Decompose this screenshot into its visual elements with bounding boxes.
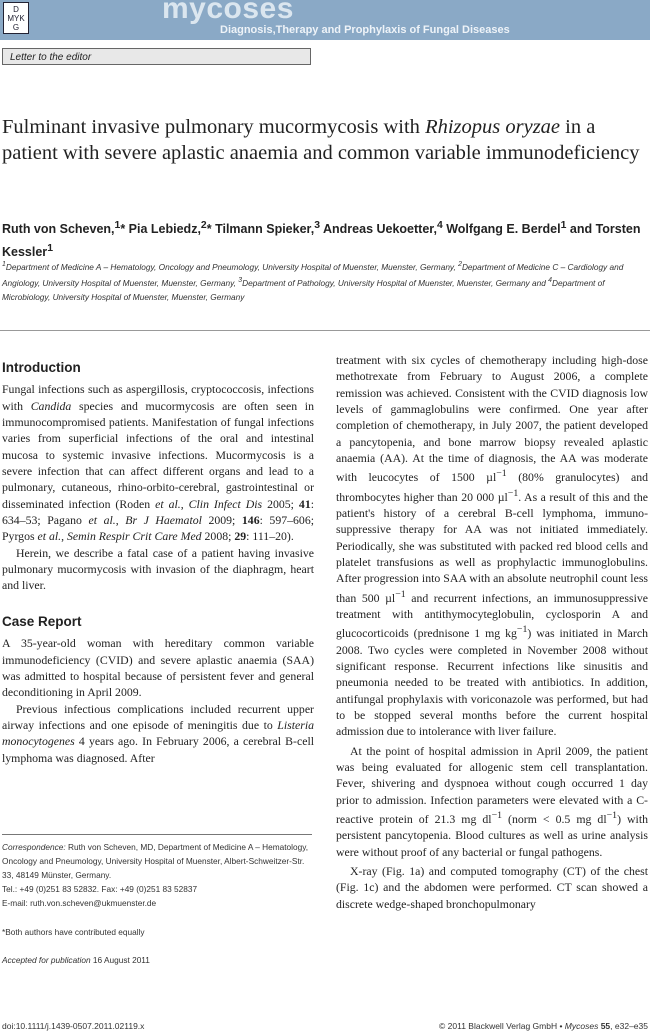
author-separator: *: [206, 222, 216, 237]
paragraph: X-ray (Fig. 1a) and computed tomography (CT) of the chest (Fig. 1c) and the abdomen were performed. CT scan showed a discrete wedge-shaped bronchopulmonary: [336, 863, 648, 911]
correspondence-note: Correspondence: Ruth von Scheven, MD, Department of Medicine A – Hematology, Oncology and Pneumology, University Hospital of Muenster, Albert-Schweitzer-Str. 33, 48149 Münster, Germany. Tel.: +49 (0)251 83 52832. Fax: +49 (0)251 83 52837 E-mail: ruth.von.scheven@ukmuenster.de: [2, 842, 309, 908]
affiliation-mark: 1: [2, 261, 6, 268]
journal-tagline: Diagnosis,Therapy and Prophylaxis of Fungal Diseases: [220, 24, 510, 36]
section-heading-introduction: Introduction: [2, 360, 81, 375]
title-text: Fulminant invasive pulmonary mucormycosis with: [2, 116, 426, 138]
logo-line: D: [13, 5, 19, 14]
author-list: [2, 216, 648, 262]
left-column: [2, 360, 314, 766]
paragraph: Previous infectious complications included recurrent upper airway infections and one episode of meningitis due to Listeria monocytogenes 4 years ago. In February 2006, a cerebral B-cell lymphoma was diagnosed. After: [2, 701, 314, 765]
affiliation-text: Department of Microbiology, University Hospital of Muenster, Muenster, Germany: [2, 278, 605, 302]
author-affiliation-mark: 3: [314, 220, 320, 231]
journal-banner: [0, 0, 650, 40]
paragraph: treatment with six cycles of chemotherapy including high-dose methotrexate from February to August 2006, a complete remission was achieved. Consistent with the CVID diagnosis low levels of gammaglobulins were confirmed. One year after completion of chemotherapy, in July 2007, the patient developed a pancytopenia, and bone marrow biopsy revealed aplastic anaemia (AA). At the time of diagnosis, the AA was moderate with leucocytes of 1500 µl$^{-1}$ (80% granulocytes) and thrombocytes higher than 20 000 µl$^{-1}$. As a result of this and the patient's history of a cerebral B-cell lymphoma, immuno-suppressive therapy for AA was not initiated immediately. Periodically, she was substituted with packed red blood cells and platelet transfusions as well as prophylactic immunoglobulins. After progression into SAA with an absolute neutrophil count less than 500 µl$^{-1}$ and recurrent infections, an immunosuppressive treatment with antithymocyteglobulin, cyclosporin A and glucocorticoids (prednisone 1 mg $kg^{-1}$) was initiated in March 2008. Two cycles were completed in November 2008 without significant response. Recurrent infections like sinusitis and pneumonia needed to be treated with antibiotics. In addition, antifungal prophylaxis with voriconazole was performed, but had to be stopped several months before the current hospital admission due to intolerance with liver failure.: [336, 353, 648, 739]
author-name: Ruth von Scheven,: [2, 222, 115, 237]
journal-name: mycoses: [162, 0, 294, 25]
affiliation-text: Department of Medicine C – Cardiology and Angiology, University Hospital of Muenster, Muenster, Germany,: [2, 261, 624, 289]
affiliation-text: Department of Pathology, University Hospital of Muenster, Muenster, Germany and: [242, 278, 549, 289]
accepted-date-note: Accepted for publication 16 August 2011: [2, 955, 150, 965]
logo-line: G: [12, 23, 20, 32]
section-heading-case-report: Case Report: [2, 613, 82, 629]
affiliation-mark: 3: [238, 277, 243, 285]
author-name: Andreas Uekoetter,: [323, 222, 437, 237]
equal-contribution-note: *Both authors have contributed equally: [2, 927, 145, 937]
header-divider: [0, 330, 650, 331]
author-name: Tilmann Spieker,: [215, 222, 315, 237]
author-separator: *: [120, 222, 129, 237]
article-title: [2, 114, 648, 166]
affiliations: [2, 258, 648, 304]
paragraph: Fungal infections such as aspergillosis, cryptococcosis, infections with Candida species and mucormycosis are often seen in immunocompromised patients. Manifestation of fungal infections varies from superficial infections of the oral and intestinal mucosa to systemic invasive infections. Mucormycosis is a severe infection that can affect different organs and lead to a pulmonary, cutaneous, rhino-orbito-cerebral, gastrointestinal or disseminated infection (Roden et al., Clin Infect Dis 2005; 41: 634–53; Pagano et al., Br J Haematol 2009; 146: 597–606; Pyrgos et al., Semin Respir Crit Care Med 2008; 29: 111–20).: [2, 382, 314, 544]
title-text: in a patient with severe aplastic anaemia and common variable immunodeficiency: [2, 116, 640, 164]
affiliation-text: Department of Medicine A – Hematology, Oncology and Pneumology, University Hospital of Muenster, Muenster, Germany,: [5, 261, 459, 272]
author-separator: and: [566, 222, 596, 237]
author-name: Pia Lebiedz,: [128, 222, 201, 237]
author-name: Wolfgang E. Berdel: [446, 222, 561, 237]
author-affiliation-mark: 2: [200, 220, 207, 231]
footnote-divider: [2, 834, 312, 835]
author-name: Torsten Kessler: [2, 222, 641, 260]
paragraph: Herein, we describe a fatal case of a patient having invasive pulmonary mucormycosis with invasion of the diaphragm, heart and liver.: [2, 545, 314, 593]
affiliation-mark: 4: [548, 277, 553, 285]
copyright-line: © 2011 Blackwell Verlag GmbH • Mycoses 55, e32–e35: [439, 1021, 648, 1031]
author-affiliation-mark: 4: [436, 220, 443, 231]
author-affiliation-mark: 1: [114, 220, 121, 231]
society-logo: [3, 2, 29, 34]
logo-line: MYK: [7, 14, 25, 23]
affiliation-mark: 2: [458, 261, 462, 268]
paragraph: A 35-year-old woman with hereditary common variable immunodeficiency (CVID) and severe aplastic anaemia (SAA) was admitted to hospital because of persistent fever and general deconditioning in April 2009.: [2, 636, 314, 700]
article-type-label: Letter to the editor: [2, 48, 311, 65]
right-column: [336, 352, 648, 912]
title-species: Rhizopus oryzae: [425, 116, 561, 138]
paragraph: At the point of hospital admission in April 2009, the patient was being evaluated for allogenic stem cell transplantation. Fever, shivering and dyspnoea without cough occurred 1 day prior to admission. Infection parameters were elevated with a C-reactive protein of 21.3 mg $dl^{-1}$ (norm < 0.5 mg $dl^{-1}$) with persistent pancytopenia. Blood cultures as well as urine analysis were without proof of any bacterial or fungal pathogens.: [336, 743, 648, 859]
doi[interactable]: doi:10.1111/j.1439-0507.2011.02119.x: [2, 1021, 145, 1031]
author-affiliation-mark: 1: [47, 243, 53, 255]
author-affiliation-mark: 1: [560, 220, 567, 231]
